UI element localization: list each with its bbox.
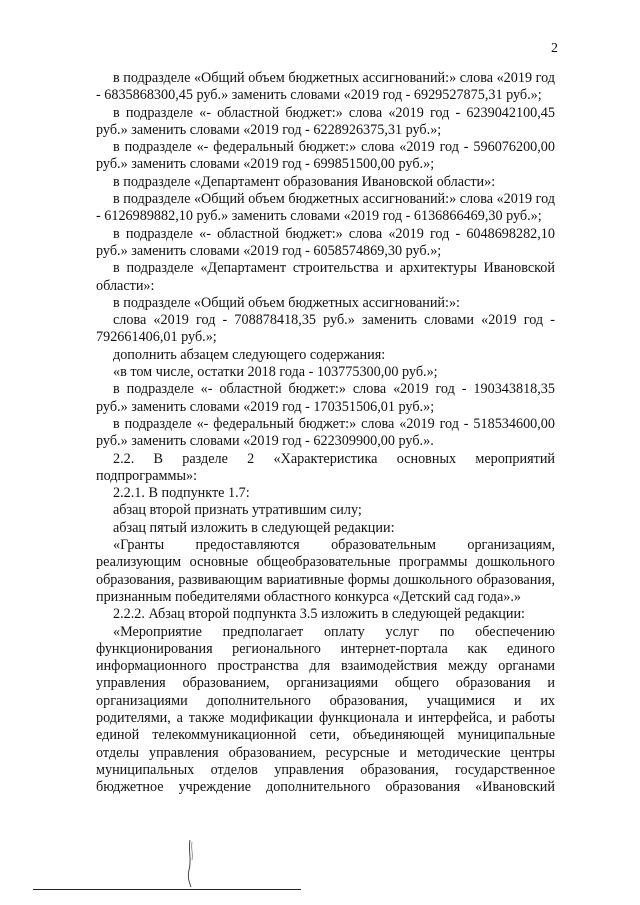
signature-mark — [178, 838, 202, 888]
paragraph: в подразделе «- федеральный бюджет:» слова «2019 год - 596076200,00 руб.» заменить словами «2019 год - 699851500,00 руб.»; — [96, 139, 555, 173]
paragraph: дополнить абзацем следующего содержания: — [113, 346, 386, 363]
paragraph: в подразделе «Общий объем бюджетных ассигнований:»: — [113, 294, 460, 311]
paragraph: 2.2.2. Абзац второй подпункта 3.5 изложить в следующей редакции: — [113, 606, 525, 623]
footer-rule — [33, 889, 301, 890]
paragraph: «в том числе, остатки 2018 года - 103775300,00 руб.»; — [113, 364, 438, 381]
page-number: 2 — [551, 41, 558, 56]
paragraph: в подразделе «Департамент образования Ивановской области»: — [113, 173, 496, 190]
paragraph: «Мероприятие предполагает оплату услуг по обеспечению функционирования регионального интернет-портала как единого информационного пространства для взаимодействия между органами управления образованием, организациями общего образования и организациями дополнительного образования, учащимися и их родителями, а также модификации функционала и интерфейса, и работы единой телекоммуникационной сети, объединяющей муниципальные отделы управления образованием, ресурсные и методические центры муниципальных отделов управления образования, государственное бюджетное учреждение дополнительного образования «Ивановский — [96, 623, 555, 796]
paragraph: в подразделе «- областной бюджет:» слова «2019 год - 6048698282,10 руб.» заменить словами «2019 год - 6058574869,30 руб.»; — [96, 225, 555, 259]
document-body — [96, 70, 555, 796]
paragraph: в подразделе «Департамент строительства и архитектуры Ивановской области»: — [96, 260, 555, 294]
paragraph: в подразделе «- областной бюджет:» слова «2019 год - 190343818,35 руб.» заменить словами «2019 год - 170351506,01 руб.»; — [96, 381, 555, 415]
paragraph: 2.2. В разделе 2 «Характеристика основных мероприятий подпрограммы»: — [96, 450, 555, 484]
paragraph: абзац второй признать утратившим силу; — [113, 502, 362, 519]
paragraph: слова «2019 год - 708878418,35 руб.» заменить словами «2019 год - 792661406,01 руб.»; — [96, 312, 555, 346]
paragraph: в подразделе «- федеральный бюджет:» слова «2019 год - 518534600,00 руб.» заменить словами «2019 год - 622309900,00 руб.». — [96, 415, 555, 450]
paragraph: в подразделе «Общий объем бюджетных ассигнований:» слова «2019 год - 6835868300,45 руб.» заменить словами «2019 год - 6929527875,31 руб.»; — [96, 70, 555, 104]
paragraph: 2.2.1. В подпункте 1.7: — [113, 485, 250, 502]
paragraph: «Гранты предоставляются образовательным организациям, реализующим основные общеобразовательные программы дошкольного образования, развивающим вариативные формы дошкольного образования, признанным победителями областного конкурса «Детский сад года».» — [96, 537, 555, 605]
paragraph: в подразделе «- областной бюджет:» слова «2019 год - 6239042100,45 руб.» заменить словами «2019 год - 6228926375,31 руб.»; — [96, 104, 555, 138]
paragraph: абзац пятый изложить в следующей редакции: — [113, 519, 395, 536]
paragraph: в подразделе «Общий объем бюджетных ассигнований:» слова «2019 год - 6126989882,10 руб.» заменить словами «2019 год - 6136866469,30 руб.»; — [96, 191, 555, 225]
